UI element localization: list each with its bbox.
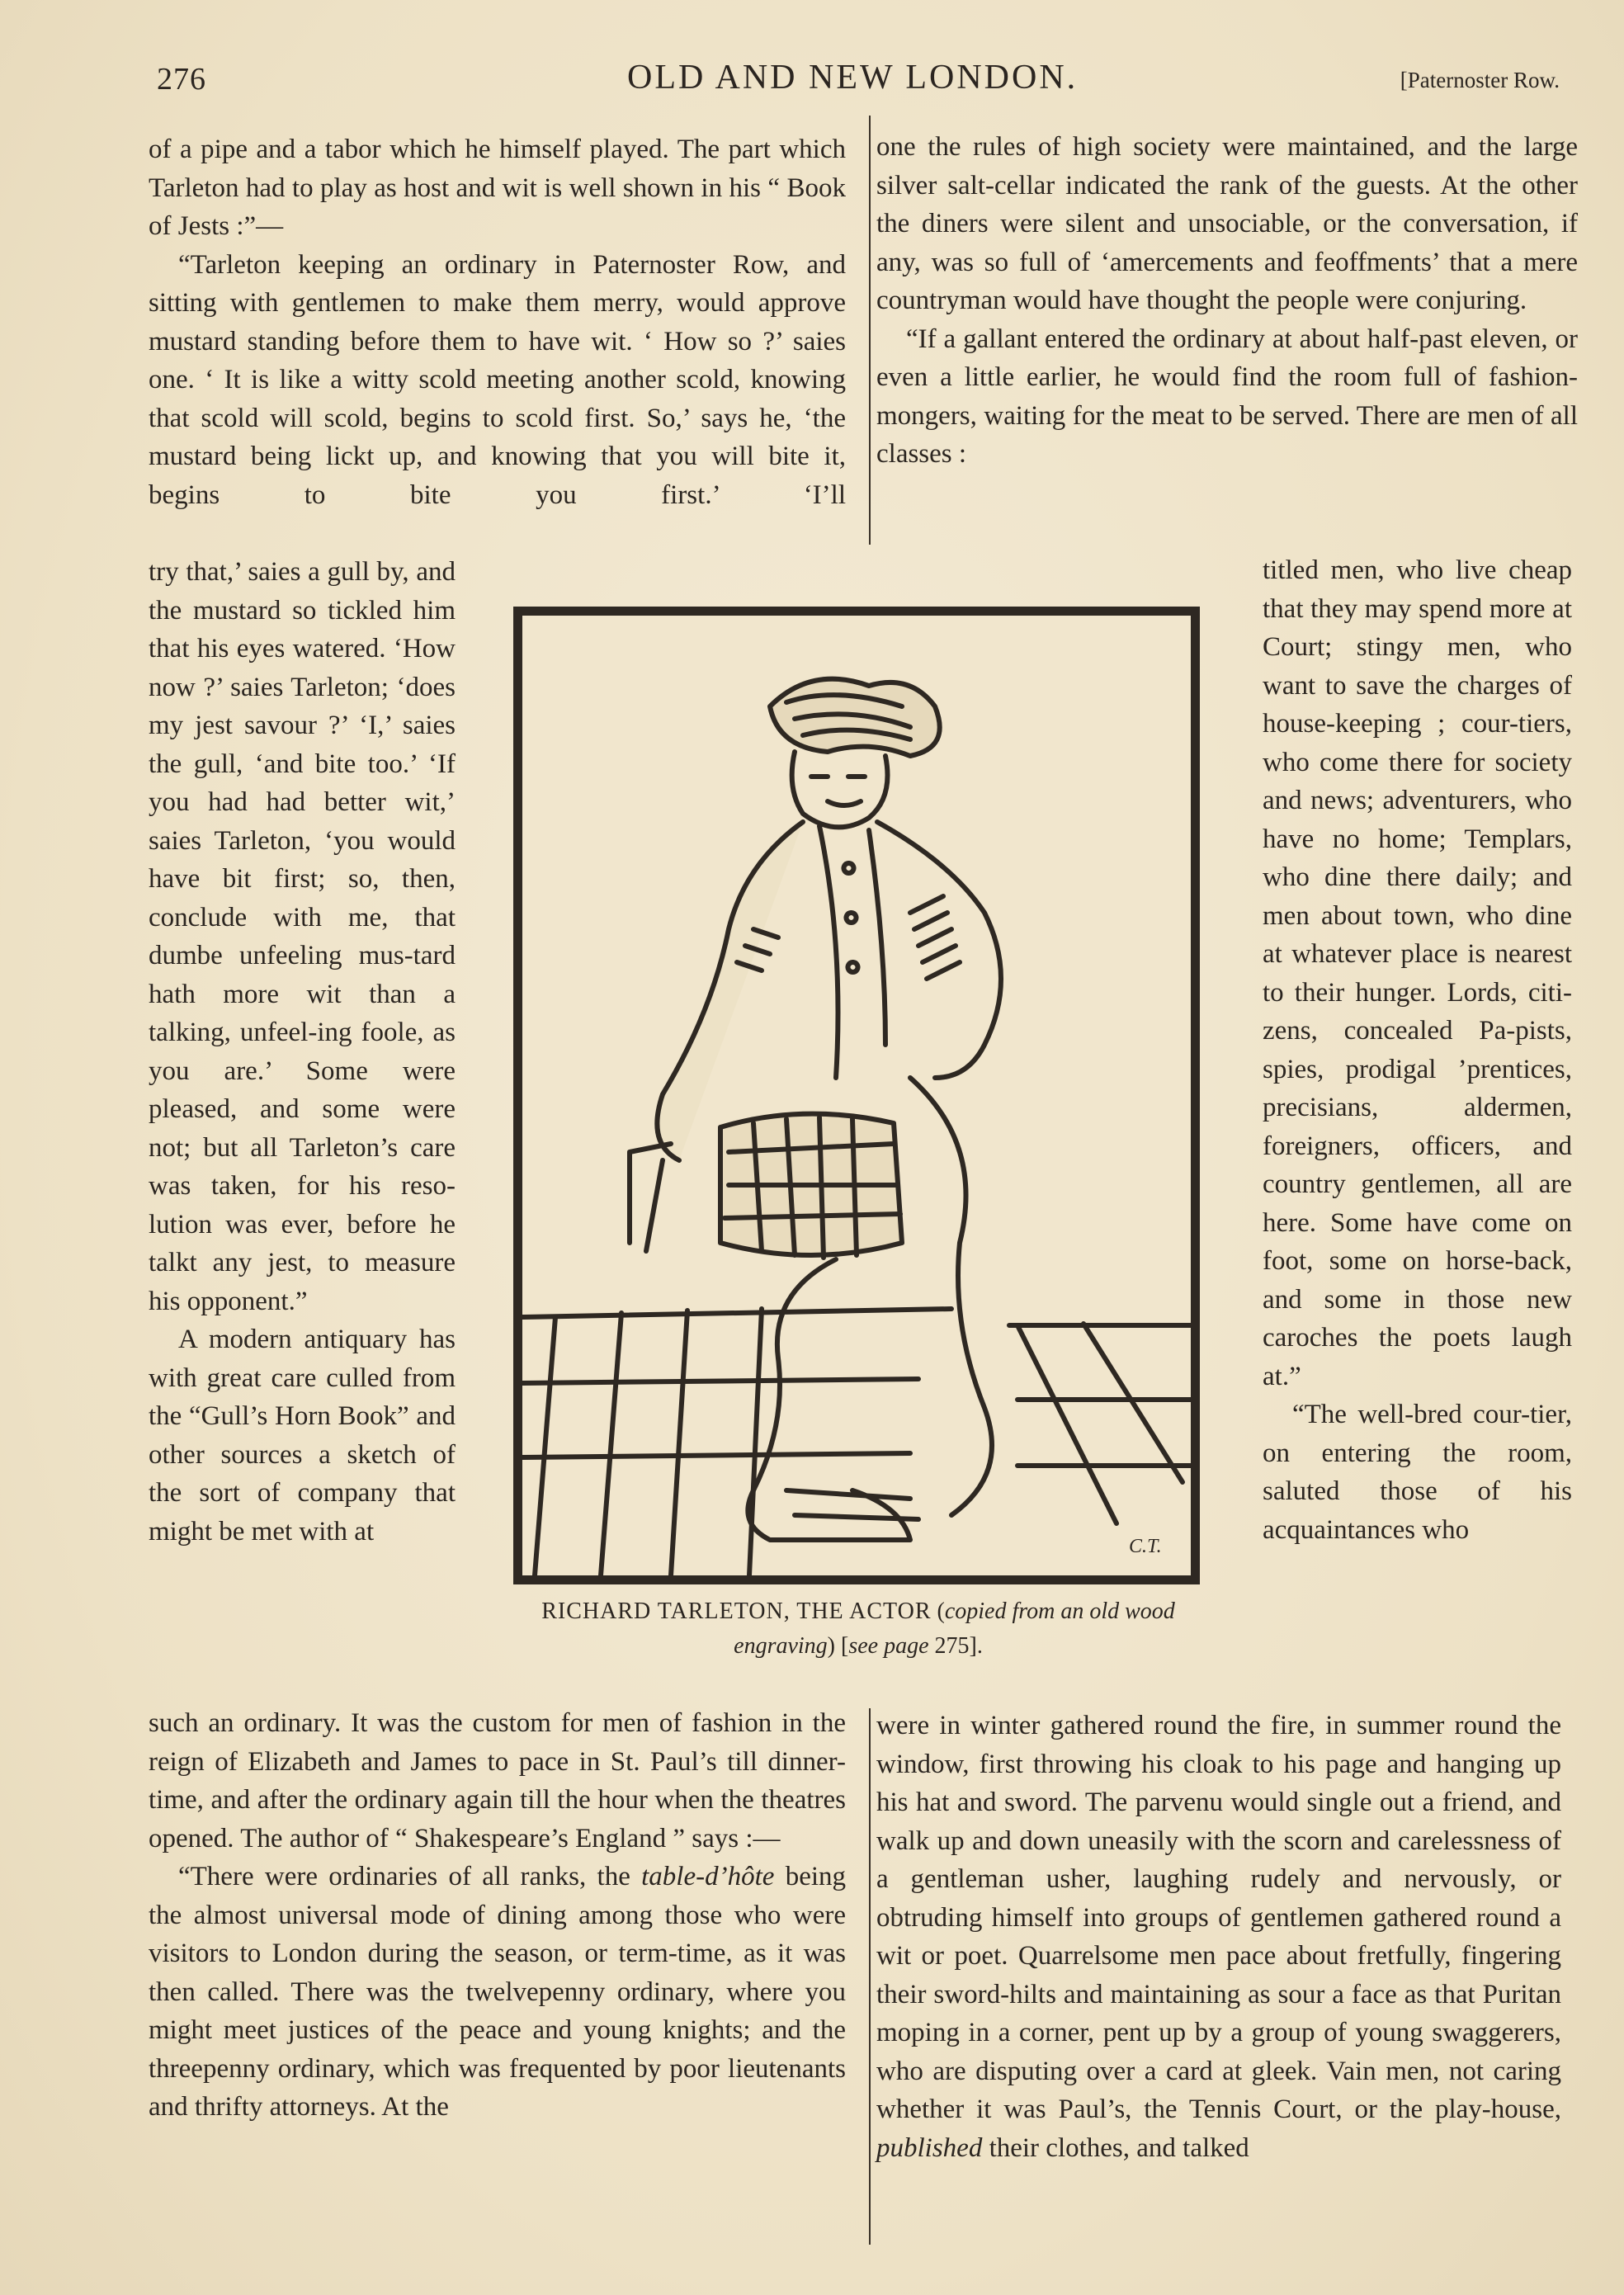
left-column-bottom (149, 1704, 846, 2127)
column-rule-bottom (869, 1708, 871, 2245)
woodcut-illustration (522, 616, 1191, 1575)
right-column-top (876, 128, 1578, 474)
running-header (157, 58, 1560, 107)
running-title: OLD AND NEW LONDON. (627, 59, 1079, 97)
paragraph: titled men, who live cheap that they may spend more at Court; stingy men, who want to save the charges of house-keeping ; cour-tiers, who come there for society and news; adventurers, who have no home; Templars, who dine there daily; and men about town, who dine at whatever place is nearest to their hunger. Lords, citi-zens, concealed Pa-pists, spies, prodigal ’prentices, precisians, aldermen, foreigners, officers, and country gentlemen, all are here. Some have come on foot, some on horse-back, and some in those new caroches the poets laugh at.” (1263, 555, 1572, 1391)
page-number: 276 (157, 62, 206, 97)
left-column-narrow (149, 553, 456, 1551)
left-column-top (149, 130, 846, 514)
paragraph: “There were ordinaries of all ranks, the table-d’hôte being the almost universal mode of dining among those who were visitors to London during the season, or term-time, as it was then called. There was the twelvepenny ordinary, where you might meet justices of the peace and young knights; and the threepenny ordinary, which was frequented by poor lieutenants and thrifty attorneys. At the (149, 1862, 847, 2122)
section-label: [Paternoster Row. (1400, 68, 1560, 92)
paragraph: “If a gallant entered the ordinary at about half-past eleven, or even a little earlier, he would find the room full of fashion-mongers, waiting for the meat to be served. There are men of all classes : (876, 323, 1578, 469)
tarleton-engraving (513, 607, 1200, 1584)
paragraph: “The well-bred cour-tier, on entering the room, saluted those of his acquaintances who (1263, 1400, 1572, 1545)
italic-term: published (876, 2132, 983, 2163)
paragraph: were in winter gathered round the fire, in summer round the window, first throwing his cloak to his page and hanging up his hat and sword. The parvenu would single out a friend, and walk up and down uneasily with the scorn and carelessness of a gentleman usher, laughing rudely and nervously, or obtruding himself into groups of gentlemen gathered round a wit or poet. Quarrelsome men pace about fretfully, fingering their sword-hilts and maintaining as sour a face as that Puritan moping in a corner, pent up by a group of young swaggerers, who are disputing over a card at gleek. Vain men, not caring whether it was Paul’s, the Tennis Court, or the play-house, published their clothes, and talked (876, 1711, 1561, 2163)
right-column-bottom (876, 1707, 1561, 2167)
right-column-narrow (1263, 551, 1572, 1549)
paragraph: one the rules of high society were maintained, and the large silver salt-cellar indicated the rank of the guests. At the other the diners were silent and unsociable, or the conversation, if any, was so full of ‘amercements and feoffments’ that a mere countryman would have thought the people were conjuring. (876, 132, 1578, 315)
engraver-signature: C.T. (1129, 1536, 1162, 1557)
paragraph: try that,’ saies a gull by, and the mustard so tickled him that his eyes watered. ‘How now ?’ saies Tarleton; ‘does my jest savour ?’ ‘I,’ saies the gull, ‘and bite too.’ ‘If you had had better wit,’ saies Tarleton, ‘you would have bit first; so, then, conclude with me, that dumbe unfeeling mus-tard hath more wit than a talking, unfeel-ing foole, as you are.’ Some were pleased, and some were not; but all Tarleton’s care was taken, for his reso-lution was ever, before he talkt any jest, to measure his opponent.” (149, 557, 456, 1316)
paragraph: such an ordinary. It was the custom for men of fashion in the reign of Elizabeth and James to pace in St. Paul’s till dinner-time, and after the ordinary again till the hour when the theatres opened. The author of “ Shakespeare’s England ” says :— (149, 1708, 846, 1853)
figure-caption: RICHARD TARLETON, THE ACTOR (copied from an old wood engraving) [see page 275]. (541, 1598, 1175, 1659)
paragraph: “Tarleton keeping an ordinary in Paternoster Row, and sitting with gentlemen to make them merry, would approve mustard standing before them to have wit. ‘ How so ?’ saies one. ‘ It is like a witty scold meeting another scold, knowing that scold will scold, begins to scold first. So,’ says he, ‘the mustard being lickt up, and knowing that you will bite it, begins to bite you first.’ ‘I’ll (149, 249, 846, 510)
paragraph: of a pipe and a tabor which he himself played. The part which Tarleton had to play as host and wit is well shown in his “ Book of Jests :”— (149, 135, 846, 241)
italic-term: table-d’hôte (641, 1862, 775, 1891)
column-rule-top (869, 116, 871, 545)
paragraph: A modern antiquary has with great care culled from the “Gull’s Horn Book” and other sources a sketch of the sort of company that might be met with at (149, 1325, 456, 1547)
